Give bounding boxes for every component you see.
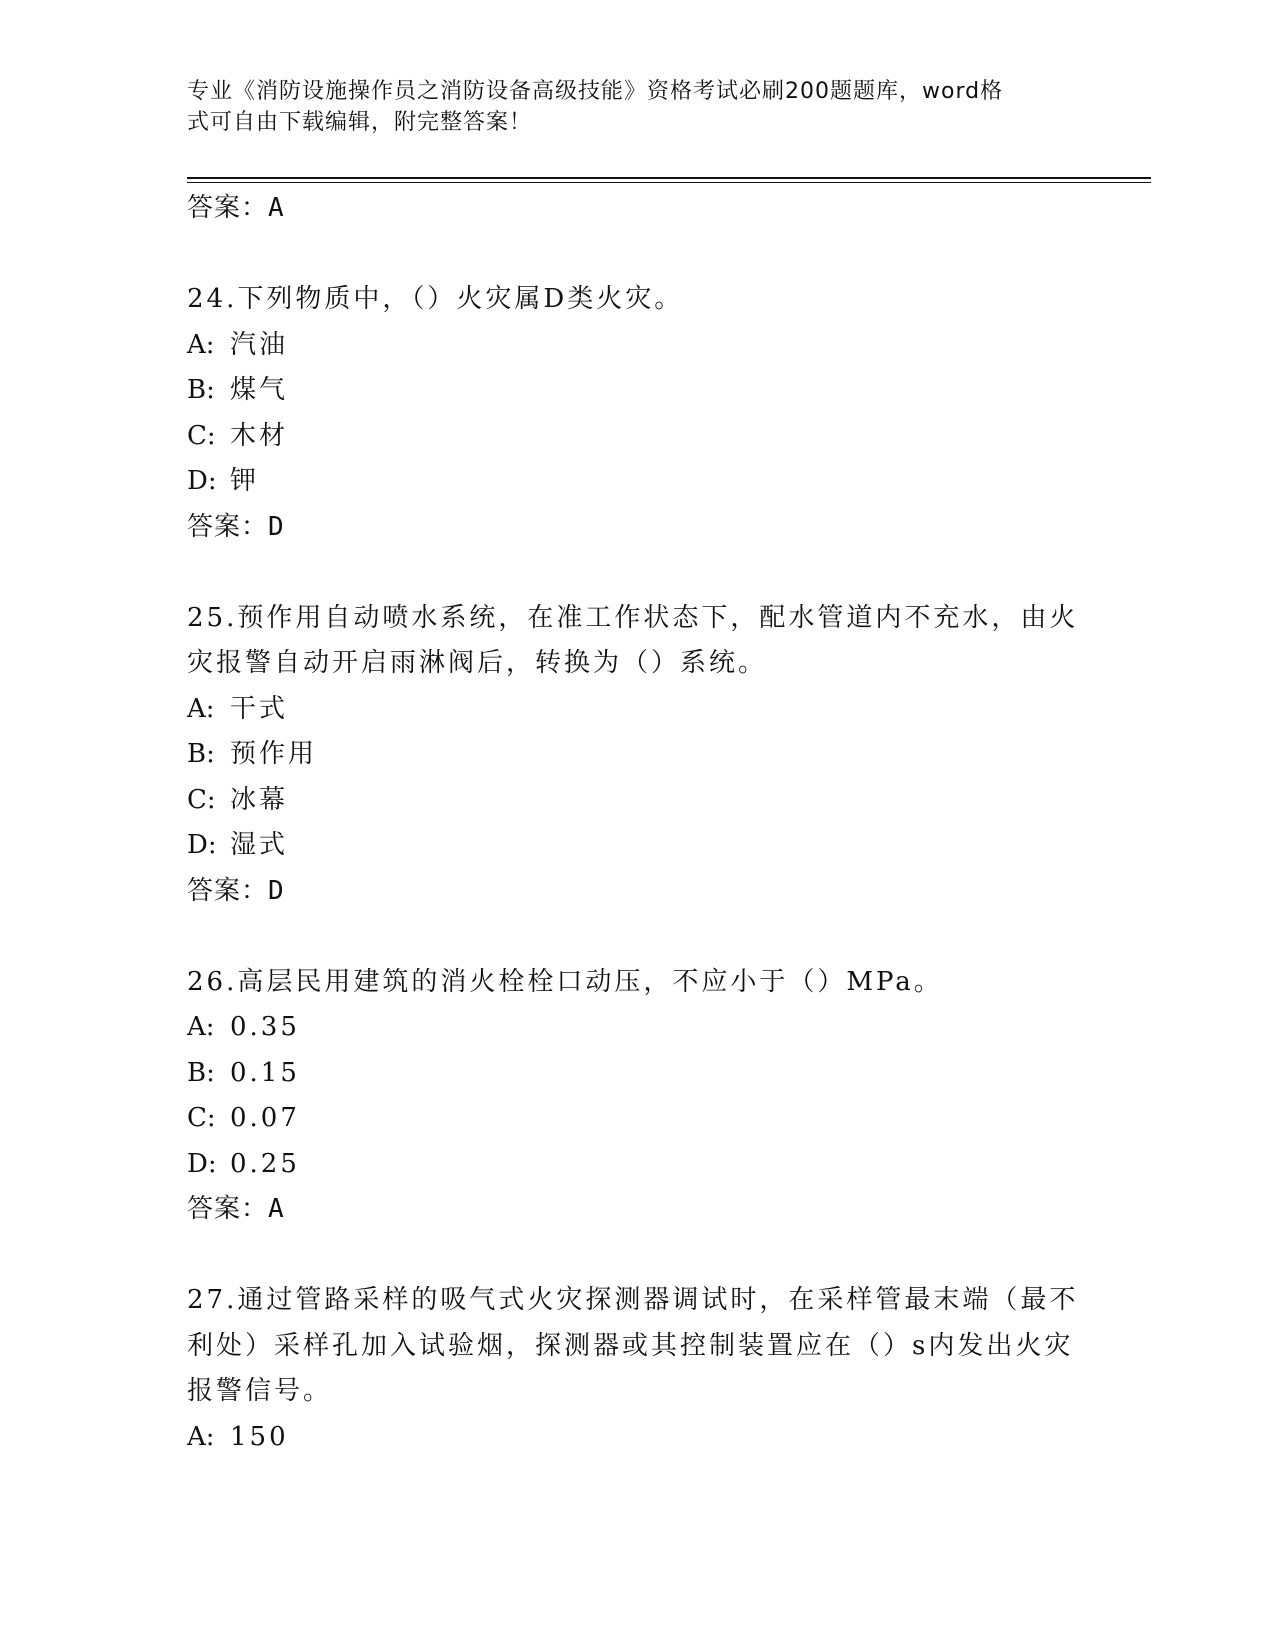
- option-text: 0.35: [230, 1012, 300, 1042]
- option-text: 煤气: [230, 375, 289, 405]
- spacer: [187, 1233, 1087, 1279]
- question-stem-line-1: 25.预作用自动喷水系统，在准工作状态下，配水管道内不充水，由火: [187, 602, 1079, 633]
- option-d: [187, 459, 1087, 505]
- option-label: A:: [187, 1421, 215, 1452]
- option-a: [187, 323, 1087, 369]
- option-text: 150: [230, 1421, 289, 1452]
- answer-value: D: [268, 875, 285, 906]
- question-stem: 26.高层民用建筑的消火栓栓口动压，不应小于（）MPa。: [187, 966, 943, 997]
- answer-value: A: [268, 193, 285, 223]
- option-a: [187, 1415, 1087, 1461]
- option-b: [187, 368, 1087, 414]
- option-text: 0.25: [230, 1148, 300, 1179]
- answer-line: [187, 186, 1087, 232]
- header-divider-thick: [187, 177, 1151, 179]
- option-a: [187, 1005, 1087, 1051]
- spacer: [187, 550, 1087, 596]
- answer-prefix: 答案：: [187, 193, 269, 223]
- option-b: [187, 1051, 1087, 1097]
- option-label: B:: [187, 1057, 215, 1088]
- option-label: C:: [187, 784, 216, 815]
- header-line-1: 专业《消防设施操作员之消防设备高级技能》资格考试必刷200题题库，word格: [187, 79, 1004, 104]
- option-text: 干式: [230, 693, 289, 724]
- question-item: [187, 960, 1087, 1233]
- answer-line: [187, 1187, 1087, 1233]
- header-divider-thin: [187, 182, 1151, 183]
- option-text: 预作用: [230, 739, 318, 769]
- option-c: [187, 1096, 1087, 1142]
- question-item: [187, 277, 1087, 550]
- option-text: 钾: [230, 466, 260, 496]
- option-c: [187, 778, 1087, 824]
- answer-line: [187, 505, 1087, 551]
- question-list: [187, 186, 1087, 1460]
- answer-prefix: 答案：: [187, 511, 269, 542]
- option-label: A:: [187, 1012, 215, 1042]
- option-d: [187, 823, 1087, 869]
- question-stem-line-3: 报警信号。: [187, 1376, 333, 1406]
- option-text: 木材: [230, 420, 289, 451]
- option-text: 冰幕: [230, 784, 289, 815]
- question-stem-line-1: 27.通过管路采样的吸气式火灾探测器调试时，在采样管最末端（最不: [187, 1285, 1079, 1315]
- spacer: [187, 232, 1087, 278]
- answer-value: D: [268, 511, 285, 542]
- option-label: A:: [187, 693, 215, 724]
- option-label: D:: [187, 1148, 217, 1179]
- question-stem: 24.下列物质中，（）火灾属D类火灾。: [187, 284, 684, 314]
- option-label: C:: [187, 1103, 216, 1133]
- option-b: [187, 732, 1087, 778]
- answer-value: A: [268, 1194, 285, 1224]
- document-header: [187, 76, 1077, 138]
- answer-prefix: 答案：: [187, 875, 269, 906]
- option-label: D:: [187, 466, 217, 496]
- option-text: 0.07: [230, 1103, 300, 1133]
- option-text: 0.15: [230, 1057, 300, 1088]
- header-line-2: 式可自由下载编辑，附完整答案！: [187, 110, 533, 135]
- question-stem-line-2: 利处）采样孔加入试验烟，探测器或其控制装置应在（）s内发出火灾: [187, 1330, 1074, 1361]
- option-label: B:: [187, 375, 215, 405]
- option-label: C:: [187, 420, 216, 451]
- question-item: [187, 596, 1087, 915]
- option-label: A:: [187, 329, 215, 360]
- option-a: [187, 687, 1087, 733]
- option-c: [187, 414, 1087, 460]
- option-text: 湿式: [230, 830, 289, 860]
- option-label: D:: [187, 830, 217, 860]
- option-d: [187, 1142, 1087, 1188]
- option-label: B:: [187, 739, 215, 769]
- option-text: 汽油: [230, 329, 289, 360]
- question-stem-line-2: 灾报警自动开启雨淋阀后，转换为（）系统。: [187, 648, 768, 678]
- answer-prefix: 答案：: [187, 1194, 269, 1224]
- answer-line: [187, 869, 1087, 915]
- spacer: [187, 914, 1087, 960]
- question-item: [187, 1278, 1087, 1460]
